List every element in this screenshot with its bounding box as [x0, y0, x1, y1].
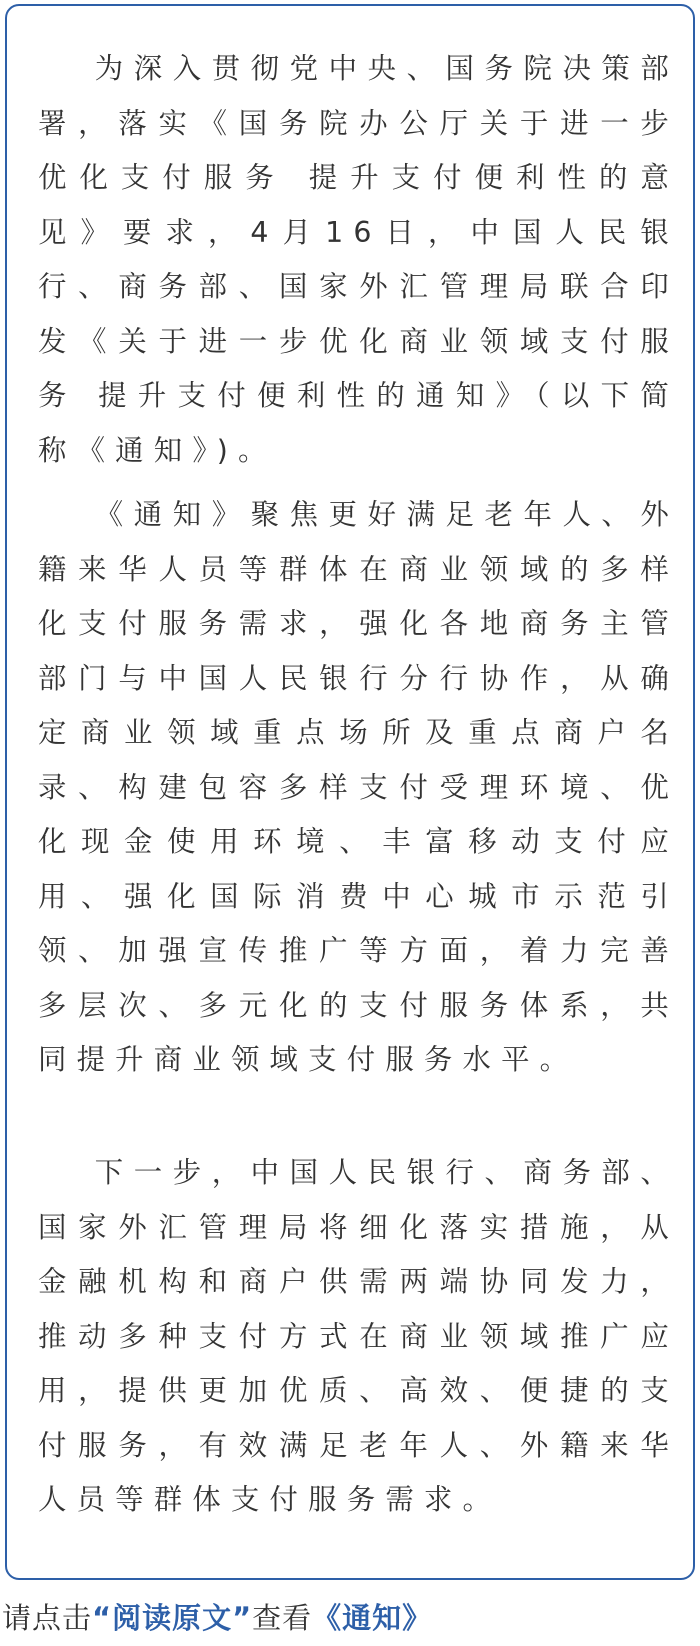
- article-box: [5, 4, 695, 1580]
- paragraph-2: 《通知》聚焦更好满足老年人、外籍来华人员等群体在商业领域的多样化支付服务需求，强化各地商务主管部门与中国人民银行分行协作，从确定商业领域重点场所及重点商户名录、构建包容多样支付受理环境、优化现金使用环境、丰富移动支付应用、强化国际消费中心城市示范引领、加强宣传推广等方面，着力完善多层次、多元化的支付服务体系，共同提升商业领域支付服务水平。: [38, 498, 679, 1076]
- paragraph-1: 为深入贯彻党中央、国务院决策部署，落实《国务院办公厅关于进一步优化支付服务 提升支付便利性的意见》要求，4月16日，中国人民银行、商务部、国家外汇管理局联合印发《关于进一步优化商业领域支付服务 提升支付便利性的通知》（以下简称《通知》)。: [38, 52, 679, 467]
- footer-prefix: 请点击: [2, 1601, 93, 1635]
- read-original-link[interactable]: “阅读原文”: [92, 1601, 253, 1635]
- paragraph-3: 下一步，中国人民银行、商务部、国家外汇管理局将细化落实措施，从金融机构和商户供需两端协同发力，推动多种支付方式在商业领域推广应用，提供更加优质、高效、便捷的支付服务，有效满足老年人、外籍来华人员等群体支付服务需求。: [38, 1156, 679, 1516]
- footer-note: [2, 1598, 432, 1638]
- footer-middle: 查看: [252, 1601, 313, 1635]
- notice-title: 《通知》: [312, 1601, 433, 1635]
